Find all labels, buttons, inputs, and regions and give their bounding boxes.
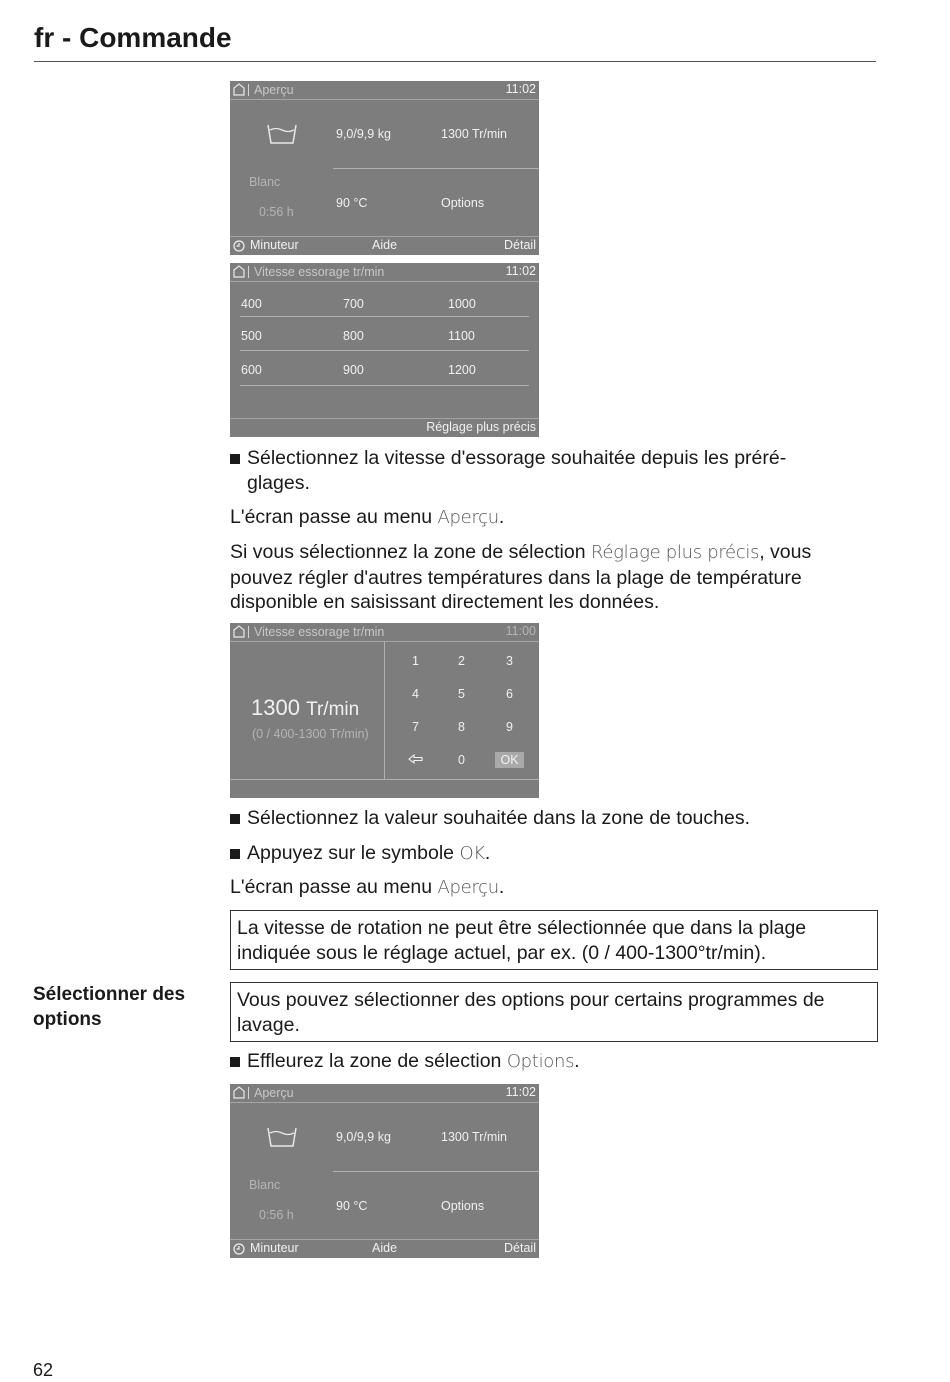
page-title: fr - Commande (34, 22, 232, 53)
home-icon[interactable] (233, 83, 245, 96)
bullet-text-line: Sélectionnez la vitesse d'essorage souhaitée depuis les préré- (247, 447, 787, 469)
options-button[interactable]: Options (441, 1199, 485, 1213)
screen-topbar (230, 263, 539, 282)
paragraph (230, 875, 870, 901)
speed-option[interactable]: 400 (241, 297, 262, 311)
speed-option[interactable]: 1000 (448, 297, 476, 311)
bullet-marker (230, 814, 240, 824)
key-5[interactable]: 5 (458, 687, 465, 701)
bullet-text-line (247, 1049, 870, 1075)
instruction-bullet (230, 1049, 870, 1075)
help-button[interactable]: Aide (372, 1241, 398, 1255)
key-8[interactable]: 8 (458, 720, 465, 734)
options-button[interactable]: Options (441, 196, 485, 210)
text-span: . (498, 876, 505, 898)
text-span: Si vous sélectionnez la zone de sélection (230, 541, 591, 563)
row-divider (240, 350, 529, 351)
spin-value[interactable]: 1300 Tr/min (441, 1130, 508, 1144)
timer-button[interactable]: Minuteur (250, 238, 299, 252)
text-span: Appuyez sur le symbole (247, 842, 460, 864)
text-span: L'écran passe au menu (230, 506, 438, 528)
note-line: La vitesse de rotation ne peut être sélectionnée que dans la plage (237, 917, 807, 939)
paragraph-line (230, 540, 870, 566)
detail-button[interactable]: Détail (504, 1241, 536, 1255)
bullet-marker (230, 849, 240, 859)
speed-option[interactable]: 900 (343, 363, 364, 377)
speed-option[interactable]: 600 (241, 363, 262, 377)
clock-time: 11:00 (505, 624, 536, 638)
key-9[interactable]: 9 (506, 720, 513, 734)
wash-tub-icon (266, 1126, 298, 1148)
instruction-bullet (230, 806, 870, 831)
bullet-marker (230, 1057, 240, 1067)
home-icon[interactable] (233, 1086, 245, 1099)
screen-bottombar (230, 418, 539, 437)
key-0[interactable]: 0 (458, 753, 465, 767)
topbar-separator (248, 266, 249, 278)
screen-topbar (230, 1084, 539, 1103)
clock-time: 11:02 (505, 82, 536, 96)
screen-topbar (230, 81, 539, 100)
speed-option[interactable]: 500 (241, 329, 262, 343)
paragraph (230, 505, 870, 531)
temperature-value[interactable]: 90 °C (336, 1199, 368, 1213)
speed-option[interactable]: 700 (343, 297, 364, 311)
bullet-marker (230, 454, 240, 464)
clock-time: 11:02 (505, 1085, 536, 1099)
ui-term: Aperçu (437, 507, 499, 528)
key-7[interactable]: 7 (412, 720, 419, 734)
screen-bottombar (230, 236, 539, 255)
clock-icon[interactable] (233, 240, 245, 252)
ok-button[interactable]: OK (495, 752, 524, 768)
note-box (230, 910, 878, 970)
screen-bottombar (230, 1239, 539, 1258)
note-box (230, 982, 878, 1042)
topbar-separator (248, 626, 249, 638)
text-span: . (574, 1050, 580, 1072)
home-icon[interactable] (233, 265, 245, 278)
key-4[interactable]: 4 (412, 687, 419, 701)
page-number: 62 (33, 1360, 54, 1380)
range-hint: (0 / 400-1300 Tr/min) (252, 727, 369, 741)
spin-unit: Tr/min (306, 699, 360, 720)
help-button[interactable]: Aide (372, 238, 398, 252)
speed-option[interactable]: 1200 (448, 363, 476, 377)
bullet-text-line: glages. (247, 471, 310, 494)
screen-title: Vitesse essorage tr/min (254, 625, 385, 639)
wash-tub-icon (266, 123, 298, 145)
row-divider (240, 385, 529, 386)
keypad-screen (230, 623, 539, 798)
spin-speed-screen (230, 263, 539, 437)
text-span: Effleurez la zone de sélection (247, 1050, 507, 1072)
program-duration: 0:56 h (259, 205, 294, 219)
home-icon[interactable] (233, 625, 245, 638)
load-value[interactable]: 9,0/9,9 kg (336, 127, 391, 141)
screen-title: Vitesse essorage tr/min (254, 265, 385, 279)
header-rule (34, 61, 876, 62)
text-span: . (498, 506, 505, 528)
key-3[interactable]: 3 (506, 654, 513, 668)
program-name: Blanc (249, 175, 281, 189)
key-1[interactable]: 1 (412, 654, 419, 668)
text-span: . (484, 842, 491, 864)
key-2[interactable]: 2 (458, 654, 465, 668)
screen-title: Aperçu (254, 83, 294, 97)
spin-value[interactable]: 1300 Tr/min (441, 127, 508, 141)
paragraph (230, 540, 870, 615)
screen-title: Aperçu (254, 1086, 294, 1100)
timer-button[interactable]: Minuteur (250, 1241, 299, 1255)
overview-screen (230, 81, 539, 255)
note-line: Vous pouvez sélectionner des options pour certains programmes de (237, 989, 825, 1011)
paragraph-line: pouvez régler d'autres températures dans la plage de température (230, 566, 802, 589)
bullet-text-line (247, 841, 870, 867)
bottom-divider (230, 779, 539, 780)
ui-term: OK (459, 843, 485, 864)
clock-time: 11:02 (505, 264, 536, 278)
spin-value-number: 1300 (251, 695, 300, 720)
ui-term: Aperçu (437, 877, 499, 898)
instruction-bullet (230, 446, 870, 495)
current-value (251, 695, 359, 721)
program-duration: 0:56 h (259, 1208, 294, 1222)
topbar-separator (248, 84, 249, 96)
note-line: lavage. (237, 1013, 300, 1036)
divider (333, 1171, 539, 1172)
text-span: L'écran passe au menu (230, 876, 438, 898)
section-heading: Sélectionner des options (33, 984, 186, 1030)
program-name: Blanc (249, 1178, 281, 1192)
clock-icon[interactable] (233, 1243, 245, 1255)
topbar-separator (248, 1087, 249, 1099)
keypad-divider (384, 641, 385, 779)
ui-term: Réglage plus précis (590, 542, 760, 563)
temperature-value[interactable]: 90 °C (336, 196, 368, 210)
overview-screen (230, 1084, 539, 1258)
fine-adjust-button[interactable]: Réglage plus précis (426, 420, 536, 434)
ui-term: Options (506, 1051, 575, 1072)
paragraph-line: disponible en saisissant directement les données. (230, 591, 660, 613)
note-line: indiquée sous le réglage actuel, par ex. (0 / 400-1300°tr/min). (237, 941, 767, 964)
speed-option[interactable]: 800 (343, 329, 364, 343)
backspace-arrow-icon[interactable] (408, 754, 424, 764)
key-6[interactable]: 6 (506, 687, 513, 701)
divider (333, 168, 539, 169)
detail-button[interactable]: Détail (504, 238, 536, 252)
speed-option[interactable]: 1100 (448, 329, 475, 343)
text-span: , vous (759, 541, 812, 563)
row-divider (240, 316, 529, 317)
screen-topbar (230, 623, 539, 642)
bullet-text-line: Sélectionnez la valeur souhaitée dans la zone de touches. (247, 807, 751, 829)
load-value[interactable]: 9,0/9,9 kg (336, 1130, 391, 1144)
instruction-bullet (230, 841, 870, 867)
